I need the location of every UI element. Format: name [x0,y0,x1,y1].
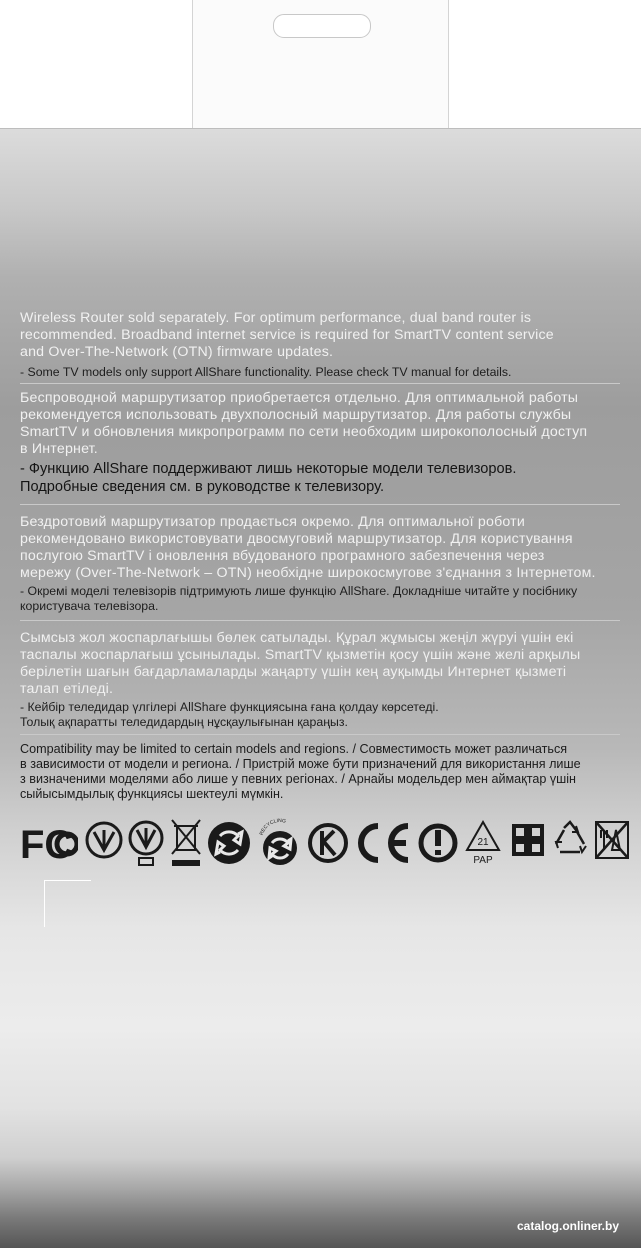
recycling-label: RECYCLING [258,818,287,837]
recycle-chain-icon [508,818,548,868]
kazakh-note-text: - Кейбір теледидар үлгілері AllShare функциясына ғана қолдау көрсетеді. Толық ақпаратты теледидардың нұсқаулығынан қараңыз. [20,700,439,729]
ukrainian-note-text: - Окремі моделі телевізорів підтримують лише функцію AllShare. Докладніше читайте у посібнику користувача телевізора. [20,584,578,613]
pap-21-icon [462,818,504,868]
ukraine-trident-boxed-icon [126,818,166,868]
pap-label: PAP [473,855,493,866]
kazakh-main-text: Сымсыз жол жоспарлағышы бөлек сатылады. Құрал жұмысы жеңіл жүруі үшін екі таспалы жоспарлағыш ұсынылады. SmartTV қызметін қосу үшін және желі арқылы берілетін шағын бағдарламаларды жаңарту үшін кең ауқымды Интернет қызметі талап етіледі. [20,630,581,697]
divider [20,383,620,384]
watermark: catalog.onliner.by [516,1219,619,1233]
crossed-food-icon [592,818,632,868]
russian-main-text: Беспроводной маршрутизатор приобретается отдельно. Для оптимальной работы рекомендуется использовать двухполосный маршрутизатор. Для работы службы SmartTV и обновления микропрограмм по сети необходим широкополосный доступ в Интернет. [20,390,588,457]
green-dot-ring-icon [256,818,304,868]
corner-mark [44,880,91,927]
ukraine-trident-icon [84,818,124,868]
compatibility-text: Compatibility may be limited to certain models and regions. / Совместимость может различаться в зависимости от модели и региона. / Пристрій може бути призначений для використання лише з визначеними моделями або лише у певних регіонах. / Арнайы модельдер мен аймақтар үшін сыйысымдылық функциясы шектеулі мүмкін. [20,742,581,801]
crossed-bin-icon [168,818,204,868]
ce-mark-icon [352,818,414,868]
certification-icons [20,818,620,868]
green-dot-icon [206,818,252,868]
divider [20,504,620,505]
divider [20,620,620,621]
package-edge [0,128,641,129]
warning-mark-icon [418,818,458,868]
russian-note-text: - Функцию AllShare поддерживают лишь некоторые модели телевизоров. Подробные сведения см. в руководстве к телевизору. [20,461,517,495]
hang-hole [273,14,371,38]
kc-mark-icon [308,818,348,868]
ukrainian-main-text: Бездротовий маршрутизатор продається окремо. Для оптимальної роботи рекомендовано використовувати двосмуговий маршрутизатор. Для користування послугою SmartTV і оновлення вбудованого програмного забезпечення через мережу (Over-The-Network – OTN) необхідне широкосмугове з'єднання з Інтернетом. [20,514,596,581]
pap-number: 21 [477,837,489,848]
recycle-arrows-icon [550,818,590,868]
divider [20,734,620,735]
english-note-text: - Some TV models only support AllShare functionality. Please check TV manual for details. [20,365,512,379]
hang-tab [192,0,449,140]
english-main-text: Wireless Router sold separately. For optimum performance, dual band router is recommended. Broadband internet service is required for SmartTV content service and Over-The-Network (OTN) firmware updates. [20,310,554,360]
fcc-logo-icon [20,818,78,868]
fcc-text: FC [20,823,74,867]
